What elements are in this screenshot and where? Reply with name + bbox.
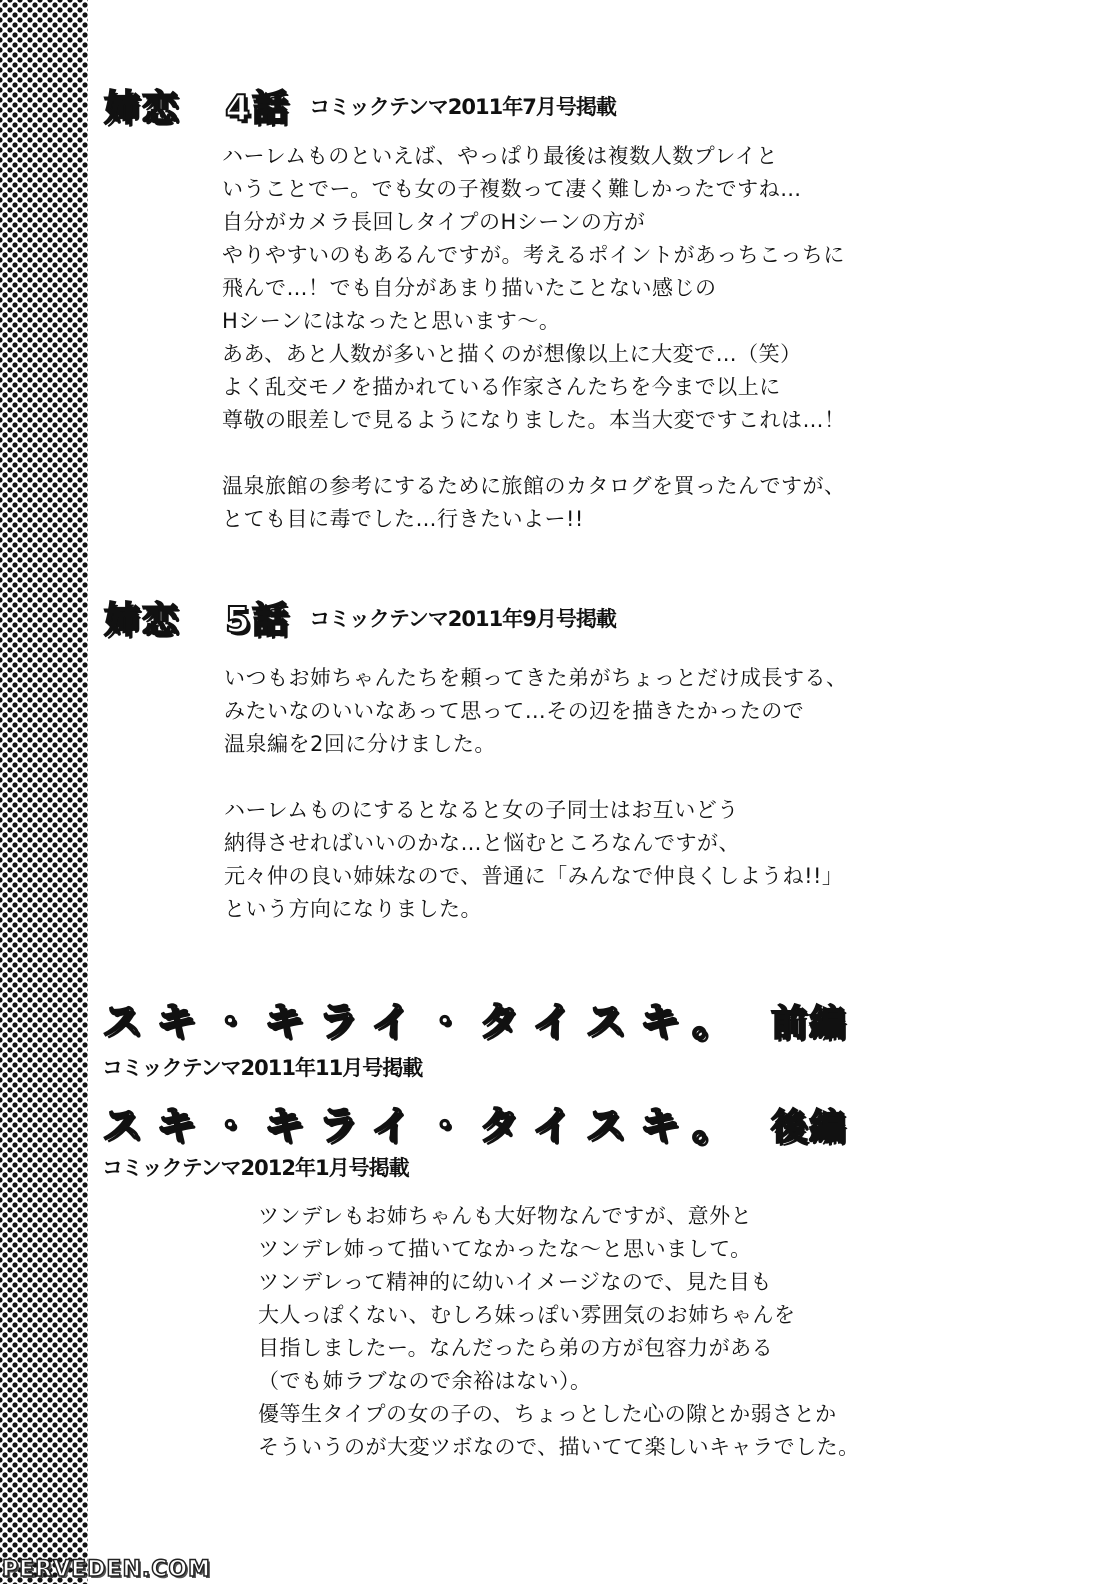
series-title: スキ・キライ・タイスキ。 [102, 999, 746, 1045]
watermark-logo: PERVEDEN.COM [2, 1557, 211, 1582]
text-line: 納得させればいいのかな…と悩むところなんですが、 [224, 831, 740, 855]
series-title: 姉恋 [104, 88, 181, 129]
text-line: 自分がカメラ長回しタイプのHシーンの方が [222, 210, 646, 234]
part-label: 後編 [771, 1107, 848, 1148]
text-line: （でも姉ラブなので余裕はない）。 [258, 1369, 592, 1393]
text-line: とても目に毒でした…行きたいよー!! [222, 507, 584, 531]
episode-label: 5話 [225, 600, 291, 641]
text-line: 尊敬の眼差しで見るようになりました。本当大変ですこれは…！ [222, 408, 846, 432]
series-title: スキ・キライ・タイスキ。 [102, 1103, 746, 1149]
text-line: 優等生タイプの女の子の、ちょっとした心の隙とか弱さとか [258, 1402, 837, 1426]
text-line: という方向になりました。 [224, 897, 482, 921]
text-line: よく乱交モノを描かれている作家さんたちを今まで以上に [222, 375, 781, 399]
text-line: やりやすいのもあるんですが。考えるポイントがあっちこっちに [222, 243, 845, 267]
commentary-ep4 [222, 140, 846, 536]
commentary-ep5 [224, 662, 848, 926]
text-line: 元々仲の良い姉妹なので、普通に「みんなで仲良くしようね!!」 [224, 864, 844, 888]
section-heading-zenpen [102, 990, 847, 1047]
halftone-border [0, 0, 88, 1584]
text-line: ハーレムものといえば、やっぱり最後は複数人数プレイと [222, 144, 778, 168]
magazine-credit: コミックテンマ2011年9月号掲載 [309, 607, 616, 631]
text-line: いうことでー。でも女の子複数って凄く難しかったですね… [222, 177, 802, 201]
magazine-credit: コミックテンマ2012年1月号掲載 [102, 1156, 409, 1180]
magazine-credit: コミックテンマ2011年11月号掲載 [102, 1056, 423, 1080]
text-line: そういうのが大変ツボなので、描いてて楽しいキャラでした。 [258, 1435, 860, 1459]
section-heading-kouhen [102, 1094, 847, 1151]
text-line: ツンデレって精神的に幼いイメージなので、見た目も [258, 1270, 772, 1294]
text-line: 目指しましたー。なんだったら弟の方が包容力がある [258, 1336, 774, 1360]
text-line: みたいなのいいなあって思って…その辺を描きたかったので [224, 699, 805, 723]
text-line: 飛んで…！でも自分があまり描いたことない感じの [222, 276, 717, 300]
text-line: いつもお姉ちゃんたちを頼ってきた弟がちょっとだけ成長する、 [224, 666, 848, 690]
episode-label: 4話 [225, 88, 291, 129]
commentary-suki-kirai [258, 1200, 860, 1464]
part-label: 前編 [771, 1003, 848, 1044]
text-line: 大人っぽくない、むしろ妹っぽい雰囲気のお姉ちゃんを [258, 1303, 796, 1327]
section-heading-ep4 [104, 80, 616, 131]
text-line: ハーレムものにするとなると女の子同士はお互いどう [224, 798, 739, 822]
magazine-credit: コミックテンマ2011年7月号掲載 [309, 95, 616, 119]
text-line: 温泉編を2回に分けました。 [224, 732, 496, 756]
text-line: ああ、あと人数が多いと描くのが想像以上に大変で…（笑） [222, 342, 802, 366]
text-line: ツンデレ姉って描いてなかったな～と思いまして。 [258, 1237, 752, 1261]
series-title: 姉恋 [104, 600, 181, 641]
section-heading-ep5 [104, 592, 616, 643]
text-line: Hシーンにはなったと思います～。 [222, 309, 561, 333]
text-line: ツンデレもお姉ちゃんも大好物なんですが、意外と [258, 1204, 753, 1228]
text-line: 温泉旅館の参考にするために旅館のカタログを買ったんですが、 [222, 474, 846, 498]
